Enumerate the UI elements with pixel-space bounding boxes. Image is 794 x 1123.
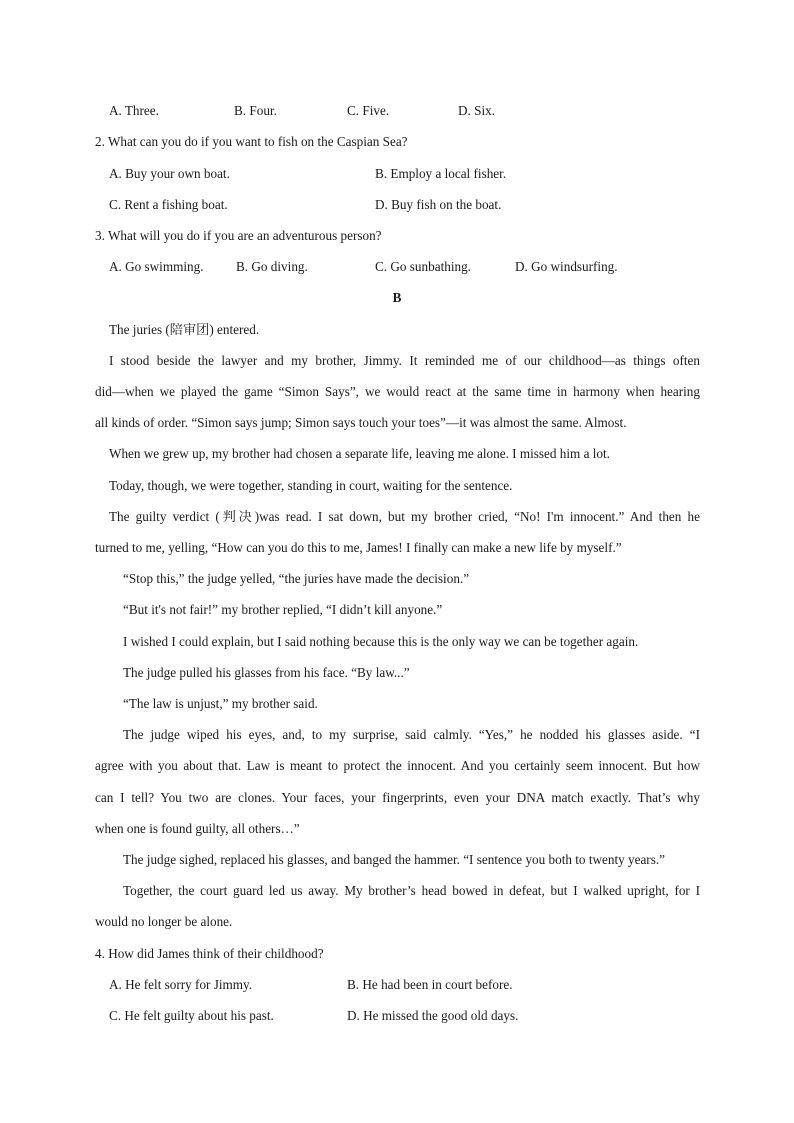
q4-option-d: D. He missed the good old days. — [347, 1008, 519, 1023]
passage-line: can I tell? You two are clones. Your faces, your fingerprints, even your DNA match exactly. That’s why — [95, 790, 700, 805]
passage-line: agree with you about that. Law is meant to protect the innocent. And you certainly seem innocent. But how — [95, 758, 700, 773]
passage-line: all kinds of order. “Simon says jump; Simon says touch your toes”—it was almost the same. Almost. — [95, 415, 627, 430]
q3-option-a: A. Go swimming. — [109, 259, 204, 274]
q3-stem: 3. What will you do if you are an adventurous person? — [95, 228, 382, 243]
q3-option-b: B. Go diving. — [236, 259, 308, 274]
passage-line: Together, the court guard led us away. My brother’s head bowed in defeat, but I walked upright, for I — [123, 883, 700, 898]
passage-line: The judge sighed, replaced his glasses, and banged the hammer. “I sentence you both to twenty years.” — [123, 852, 665, 867]
q4-option-c: C. He felt guilty about his past. — [109, 1008, 274, 1023]
q2-option-b: B. Employ a local fisher. — [375, 166, 507, 181]
passage-line: when one is found guilty, all others…” — [95, 821, 300, 836]
passage-line: When we grew up, my brother had chosen a separate life, leaving me alone. I missed him a lot. — [109, 446, 610, 461]
passage-line: I stood beside the lawyer and my brother, Jimmy. It reminded me of our childhood—as things often — [109, 353, 700, 368]
q1-option-a: A. Three. — [109, 103, 159, 118]
passage-line: The guilty verdict (判决)was read. I sat down, but my brother cried, “No! I'm innocent.” And then he — [109, 509, 700, 524]
q4-stem: 4. How did James think of their childhood? — [95, 946, 324, 961]
q2-option-a: A. Buy your own boat. — [109, 166, 230, 181]
q2-option-d: D. Buy fish on the boat. — [375, 197, 502, 212]
passage-line: The judge pulled his glasses from his face. “By law...” — [123, 665, 410, 680]
q1-option-c: C. Five. — [347, 103, 390, 118]
passage-line: I wished I could explain, but I said nothing because this is the only way we can be together again. — [123, 634, 639, 649]
q1-option-b: B. Four. — [234, 103, 277, 118]
passage-line: “Stop this,” the judge yelled, “the juries have made the decision.” — [123, 571, 470, 586]
passage-line: The juries (陪审团) entered. — [109, 322, 260, 337]
passage-line: would no longer be alone. — [95, 914, 233, 929]
passage-line: The judge wiped his eyes, and, to my surprise, said calmly. “Yes,” he nodded his glasses aside. “I — [123, 727, 700, 742]
passage-line: Today, though, we were together, standing in court, waiting for the sentence. — [109, 478, 513, 493]
q2-option-c: C. Rent a fishing boat. — [109, 197, 228, 212]
q4-option-b: B. He had been in court before. — [347, 977, 513, 992]
q4-option-a: A. He felt sorry for Jimmy. — [109, 977, 253, 992]
q3-option-d: D. Go windsurfing. — [515, 259, 618, 274]
passage-line: did—when we played the game “Simon Says”, we would react at the same time in harmony when hearing — [95, 384, 700, 399]
q1-option-d: D. Six. — [458, 103, 496, 118]
q3-option-c: C. Go sunbathing. — [375, 259, 471, 274]
section-heading: B — [392, 290, 402, 305]
passage-line: “But it's not fair!” my brother replied, “I didn’t kill anyone.” — [123, 602, 443, 617]
q2-stem: 2. What can you do if you want to fish on the Caspian Sea? — [95, 134, 408, 149]
passage-line: turned to me, yelling, “How can you do this to me, James! I finally can make a new life by myself.” — [95, 540, 622, 555]
passage-line: “The law is unjust,” my brother said. — [123, 696, 318, 711]
